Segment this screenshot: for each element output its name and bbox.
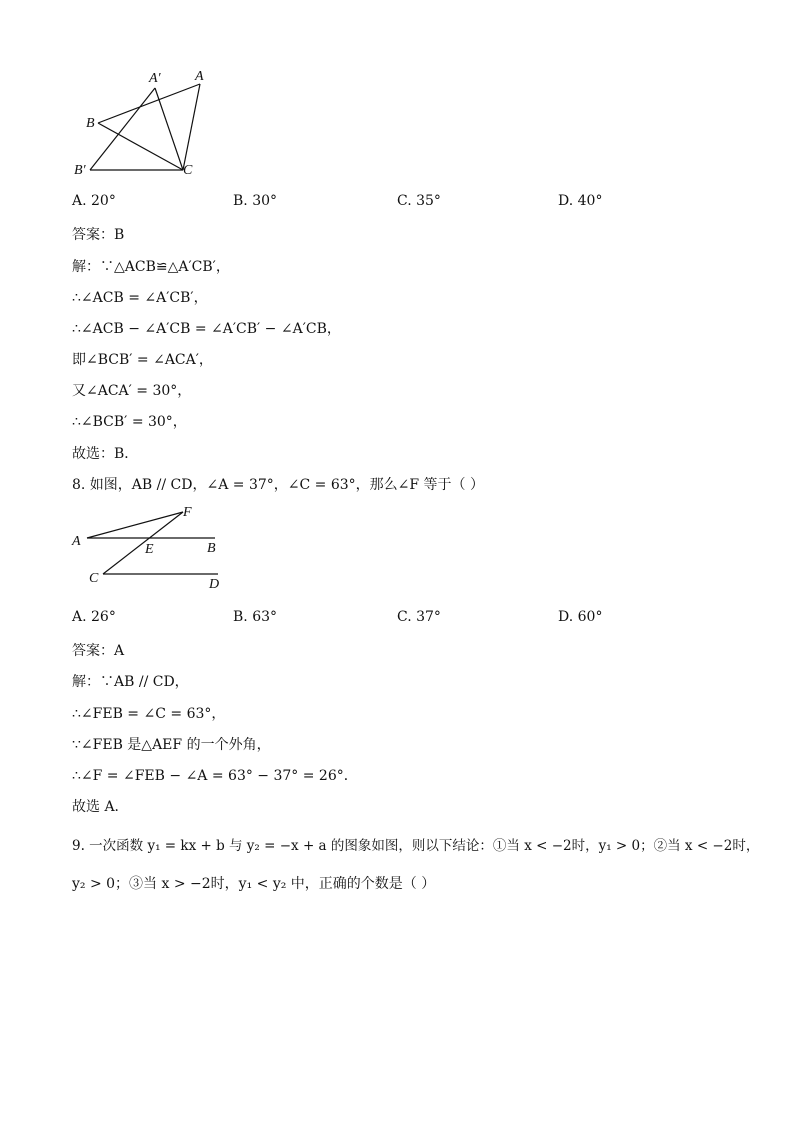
q7-option-a: A. 20° <box>72 193 116 209</box>
q7-option-c: C. 35° <box>397 193 441 209</box>
q8-solution-line-1: 解：∵AB // CD， <box>72 674 189 690</box>
label-A: A <box>72 534 81 549</box>
q8-option-a: A. 26° <box>72 609 116 625</box>
q9-question-line-2: y₂ > 0；③当 x > −2时，y₁ < y₂ 中，正确的个数是（ ） <box>72 876 436 892</box>
q8-option-c: C. 37° <box>397 609 441 625</box>
q7-answer: 答案：B <box>72 227 125 243</box>
q7-solution-line-2: ∴∠ACB = ∠A′CB′， <box>72 290 208 306</box>
label-A: A <box>195 69 204 84</box>
segment-BA <box>98 84 200 123</box>
label-B-prime: B′ <box>74 163 86 178</box>
q7-option-d: D. 40° <box>558 193 603 209</box>
segment-FC <box>103 512 183 574</box>
label-C: C <box>183 163 193 178</box>
q7-solution-line-6: ∴∠BCB′ = 30°， <box>72 414 187 430</box>
q8-solution-line-5: 故选 A． <box>72 799 129 815</box>
q8-solution-line-3: ∵∠FEB 是△AEF 的一个外角， <box>72 737 271 753</box>
q8-question: 8. 如图，AB // CD，∠A = 37°，∠C = 63°，那么∠F 等于（ ） <box>72 477 484 493</box>
label-F: F <box>183 505 192 520</box>
q8-answer: 答案：A <box>72 643 125 659</box>
label-A-prime: A′ <box>149 71 161 86</box>
segment-AC <box>183 84 200 170</box>
label-B: B <box>86 116 95 131</box>
q8-option-d: D. 60° <box>558 609 603 625</box>
q7-solution-line-5: 又∠ACA′ = 30°， <box>72 383 192 399</box>
q7-option-b: B. 30° <box>233 193 278 209</box>
q7-solution-line-3: ∴∠ACB − ∠A′CB = ∠A′CB′ − ∠A′CB， <box>72 321 341 337</box>
triangle-figure <box>60 60 230 185</box>
segment-AF <box>87 512 183 538</box>
q9-question-line-1: 9. 一次函数 y₁ = kx + b 与 y₂ = −x + a 的图象如图，则以下结论：①当 x < −2时，y₁ > 0；②当 x < −2时， <box>72 838 760 854</box>
segment-B'A' <box>90 88 155 170</box>
q7-solution-line-7: 故选：B． <box>72 446 139 462</box>
q7-solution-line-1: 解：∵△ACB≌△A′CB′， <box>72 259 230 275</box>
label-B: B <box>207 541 216 556</box>
parallel-lines-figure <box>65 500 240 595</box>
label-C: C <box>89 571 99 586</box>
q8-solution-line-2: ∴∠FEB = ∠C = 63°， <box>72 706 226 722</box>
segment-A'C <box>155 88 183 170</box>
q8-solution-line-4: ∴∠F = ∠FEB − ∠A = 63° − 37° = 26°． <box>72 768 358 784</box>
label-E: E <box>145 542 154 557</box>
q7-solution-line-4: 即∠BCB′ = ∠ACA′， <box>72 352 213 368</box>
segment-BC <box>98 123 183 170</box>
q8-option-b: B. 63° <box>233 609 278 625</box>
label-D: D <box>209 577 220 592</box>
